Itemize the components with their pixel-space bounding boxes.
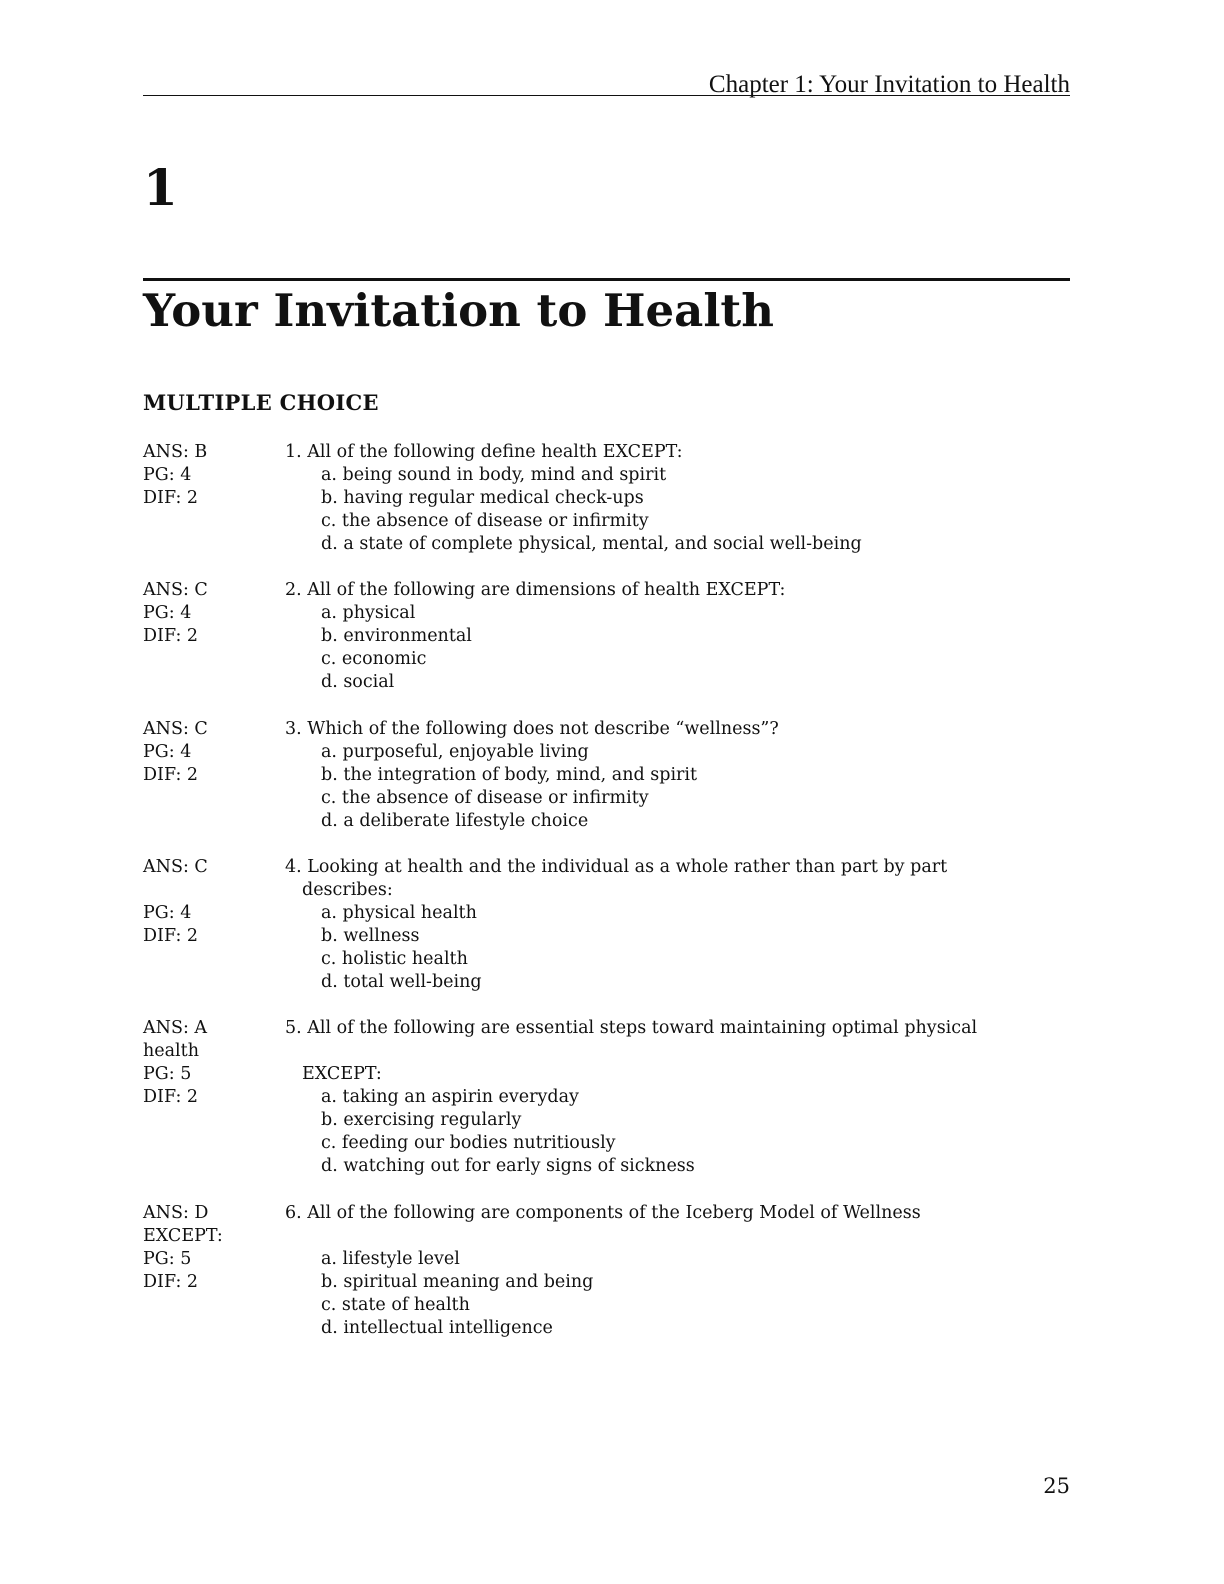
question-stem-blank (285, 1225, 1085, 1248)
title-rule (143, 278, 1070, 281)
answer-key: ANS: C (143, 580, 208, 600)
question-stem: 5. All of the following are essential steps toward maintaining optimal physical (285, 1018, 978, 1038)
difficulty: DIF: 2 (143, 1087, 199, 1107)
section-heading: MULTIPLE CHOICE (143, 390, 379, 415)
chapter-title: Your Invitation to Health (143, 284, 774, 337)
question-body (285, 1202, 1085, 1340)
chapter-number: 1 (143, 158, 178, 217)
meta-spacer (143, 879, 273, 902)
wrapped-stem-fragment: health (143, 1041, 199, 1061)
page-ref: PG: 4 (143, 465, 192, 485)
option-c: c. feeding our bodies nutritiously (321, 1133, 616, 1153)
question-stem-continued: EXCEPT: (302, 1064, 382, 1084)
option-a: a. physical health (321, 903, 477, 923)
difficulty: DIF: 2 (143, 1272, 199, 1292)
option-d: d. intellectual intelligence (321, 1318, 553, 1338)
difficulty: DIF: 2 (143, 765, 199, 785)
option-d: d. watching out for early signs of sickness (321, 1156, 695, 1176)
option-b: b. the integration of body, mind, and spirit (321, 765, 698, 785)
answer-key: ANS: C (143, 719, 208, 739)
page-number: 25 (1043, 1474, 1070, 1498)
option-a: a. being sound in body, mind and spirit (321, 465, 667, 485)
question-stem: 6. All of the following are components of the Iceberg Model of Wellness (285, 1203, 921, 1223)
answer-key: ANS: B (143, 442, 208, 462)
question-stem: 3. Which of the following does not describe “wellness”? (285, 719, 779, 739)
option-b: b. wellness (321, 926, 420, 946)
question-body (285, 441, 1085, 556)
option-c: c. the absence of disease or infirmity (321, 511, 649, 531)
question-meta (143, 856, 273, 948)
option-c: c. state of health (321, 1295, 470, 1315)
question-body (285, 856, 1085, 994)
difficulty: DIF: 2 (143, 488, 199, 508)
difficulty: DIF: 2 (143, 626, 199, 646)
header-rule (143, 95, 1070, 96)
option-a: a. physical (321, 603, 416, 623)
question-stem: 4. Looking at health and the individual as a whole rather than part by part (285, 857, 948, 877)
option-c: c. economic (321, 649, 427, 669)
option-d: d. a state of complete physical, mental, and social well-being (321, 534, 862, 554)
wrapped-stem-fragment: EXCEPT: (143, 1226, 223, 1246)
page-ref: PG: 5 (143, 1064, 192, 1084)
option-a: a. purposeful, enjoyable living (321, 742, 589, 762)
option-a: a. lifestyle level (321, 1249, 460, 1269)
option-b: b. having regular medical check-ups (321, 488, 644, 508)
question-body (285, 1017, 1085, 1178)
option-d: d. social (321, 672, 395, 692)
page-ref: PG: 4 (143, 903, 192, 923)
option-d: d. total well-being (321, 972, 482, 992)
option-b: b. environmental (321, 626, 472, 646)
running-header: Chapter 1: Your Invitation to Health (708, 71, 1070, 98)
answer-key: ANS: D (143, 1203, 209, 1223)
option-c: c. the absence of disease or infirmity (321, 788, 649, 808)
question-meta (143, 718, 273, 787)
question-body (285, 718, 1085, 833)
difficulty: DIF: 2 (143, 926, 199, 946)
option-a: a. taking an aspirin everyday (321, 1087, 579, 1107)
option-b: b. exercising regularly (321, 1110, 522, 1130)
page-ref: PG: 4 (143, 603, 192, 623)
question-meta (143, 1017, 273, 1109)
question-stem-continued: describes: (302, 880, 393, 900)
question-stem: 1. All of the following define health EXCEPT: (285, 442, 683, 462)
question-meta (143, 579, 273, 648)
answer-key: ANS: C (143, 857, 208, 877)
question-body (285, 579, 1085, 694)
question-meta (143, 441, 273, 510)
question-stem-blank (285, 1040, 1085, 1063)
page-ref: PG: 5 (143, 1249, 192, 1269)
question-stem: 2. All of the following are dimensions of health EXCEPT: (285, 580, 786, 600)
answer-key: ANS: A (143, 1018, 208, 1038)
option-d: d. a deliberate lifestyle choice (321, 811, 589, 831)
question-meta (143, 1202, 273, 1294)
page-ref: PG: 4 (143, 742, 192, 762)
option-c: c. holistic health (321, 949, 468, 969)
option-b: b. spiritual meaning and being (321, 1272, 594, 1292)
